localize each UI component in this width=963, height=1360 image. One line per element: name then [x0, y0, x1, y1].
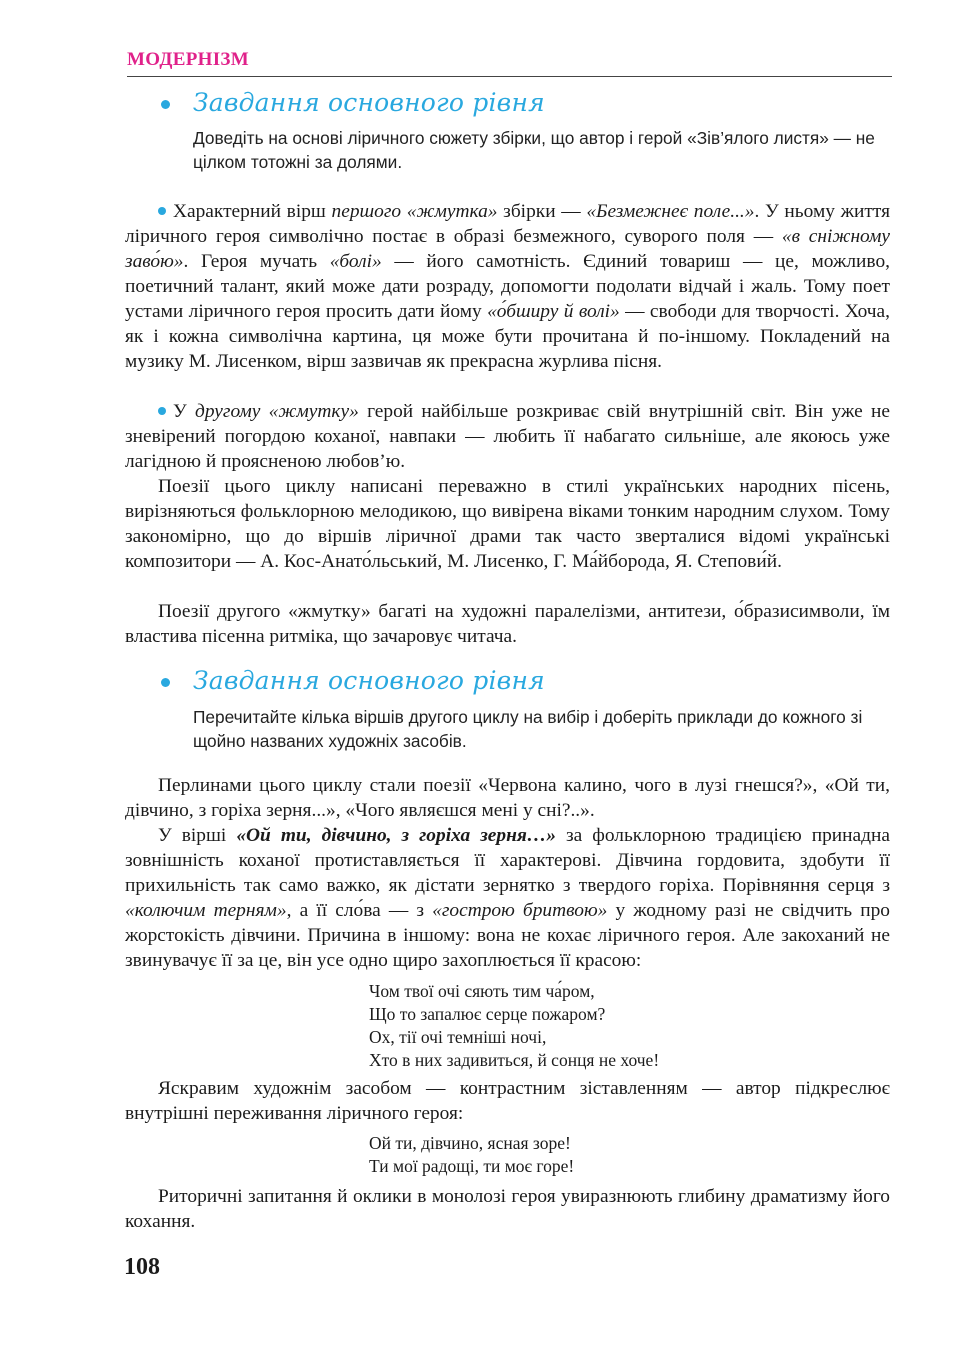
poem-line: Ох, тії очі темніші ночі, — [369, 1027, 547, 1047]
task-title: Завдання основного рівня — [193, 666, 545, 695]
italic-quote: «колючим терням» — [125, 900, 287, 921]
page-header — [127, 46, 892, 77]
italic-quote: «в сніжному заво́ю» — [125, 226, 890, 272]
paragraph-8: Риторичні запитання й оклики в монолозі героя увиразнюють глибину драматизму його кохання. — [125, 1186, 890, 1232]
text-run: за фольклорною традицією принадна зовнішність коханої протиставляється її характерові. Дівчина гордовита, здобути її прихильність так само важко, як дістати зернятко з твердого горіха. Порівняння серця з — [125, 825, 891, 896]
text-run: герой найбільше розкриває свій внутрішній світ. Він уже не зневірений погордою коханої, навпаки — любить її набагато сильніше, але якоюсь уже лагідною й проясненою любов’ю. — [125, 401, 891, 472]
paragraph-4: Поезії другого «жмутку» багаті на художні паралелізми, антитези, о́бразисимволи, їм властива пісенна ритміка, що зачаровує читача. — [125, 601, 890, 647]
italic-quote: «болі» — [329, 251, 382, 272]
text-run: У вірші — [158, 825, 237, 846]
text-run: — його самотність. Єдиний товариш — це, можливо, поетичний талант, який може дати розраду, допомогти подолати відчай і жаль. Тому поет устами ліричного героя просить дати йому — [125, 251, 891, 322]
paragraph-6 — [125, 823, 890, 973]
text-run: збірки — — [497, 201, 587, 222]
task-text: Перечитайте кілька віршів другого циклу на вибір і доберіть приклади до кожного зі щойно названих художніх засобів. — [193, 707, 863, 751]
text-run: . У ньому життя ліричного героя символічно постає в образі безмежного, суворого поля — — [125, 201, 890, 247]
bullet-dot-icon — [161, 100, 170, 109]
task-heading — [158, 666, 892, 700]
italic-term: другому «жмутку» — [195, 401, 359, 422]
page-number: 108 — [124, 1254, 160, 1280]
bold-italic-title: «Ой ти, дівчино, з горіха зерня…» — [236, 825, 556, 846]
bullet-dot-icon — [158, 407, 166, 415]
paragraph-2 — [125, 399, 890, 474]
italic-quote: «Безмежнеє поле...» — [586, 201, 755, 222]
italic-quote: «гострою бритвою» — [432, 900, 608, 921]
paragraph-3: Поезії цього циклу написані переважно в стилі українських народних пісень, вирізняються фольклорною мелодикою, що вивірена віками тонким народним слухом. Тому закономірно, що до віршів ліричної драми так часто зверталися відомі українські композитори — А. Кос-Анато́льський, М. Лисенко, Г. Ма́йборода, Я. Степови́й. — [125, 476, 890, 572]
poem-quote-2 — [369, 1132, 574, 1178]
text-run: . Героя мучать — [183, 251, 330, 272]
section-title: МОДЕРНІЗМ — [127, 49, 249, 70]
italic-quote: «о́бширу й волі» — [487, 301, 620, 322]
text-run: , а її сло́ва — з — [286, 900, 433, 921]
paragraph-1 — [125, 199, 890, 374]
bullet-dot-icon — [161, 678, 170, 687]
text-run: У — [173, 401, 196, 422]
text-run: — свободи для творчості. Хоча, як і кожна символічна картина, ця може бути прочитана й по-іншому. Покладений на музику М. Лисенком, вірш зазвичав як прекрасна журлива пісня. — [125, 301, 890, 372]
task-text: Доведіть на основі ліричного сюжету збірки, що автор і герой «Зів’ялого листя» — не цілком тотожні за долями. — [193, 128, 875, 172]
poem-line: Хто в них задивиться, й сонця не хоче! — [369, 1050, 660, 1070]
task-heading — [158, 88, 892, 122]
poem-line: Що то запалює серце пожаром? — [369, 1004, 606, 1024]
italic-term: першого «жмутка» — [331, 201, 498, 222]
task-box-2 — [158, 666, 892, 753]
poem-quote-1 — [369, 980, 659, 1072]
task-title: Завдання основного рівня — [193, 88, 545, 117]
poem-line: Чом твої очі сяють тим ча́ром, — [369, 981, 595, 1001]
text-run: у жодному разі не свідчить про жорстокість дівчини. Причина в іншому: вона не кохає ліричного героя. Але закоханий не звинувачує її за це, він усе одно щиро захоплюється її красою: — [125, 900, 890, 971]
bullet-dot-icon — [158, 207, 166, 215]
paragraph-7: Яскравим художнім засобом — контрастним зіставленням — автор підкреслює внутрішні переживання ліричного героя: — [125, 1078, 890, 1124]
paragraph-5: Перлинами цього циклу стали поезії «Червона калино, чого в лузі гнешся?», «Ой ти, дівчино, з горіха зерня...», «Чого являєшся мені у сні?..». — [125, 775, 890, 821]
text-run: Характерний вірш — [173, 201, 332, 222]
task-box-1 — [158, 88, 892, 174]
poem-line: Ти мої радощі, ти моє горе! — [369, 1156, 575, 1176]
poem-line: Ой ти, дівчино, ясная зоре! — [369, 1133, 571, 1153]
